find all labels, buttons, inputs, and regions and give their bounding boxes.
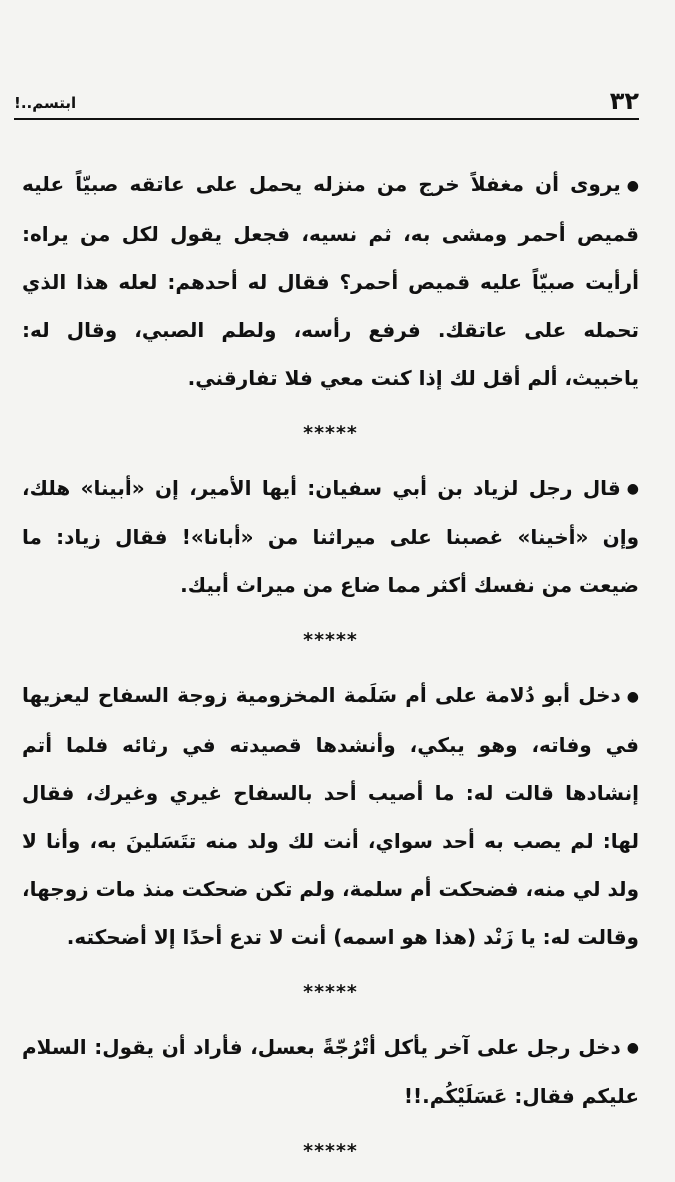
section-separator: ***** bbox=[303, 1140, 358, 1162]
anecdote-paragraph-2 bbox=[22, 464, 639, 610]
section-separator: ***** bbox=[303, 629, 358, 651]
bullet-icon: ● bbox=[626, 688, 639, 705]
running-title: ابتسم..! bbox=[14, 94, 77, 112]
page-header bbox=[14, 82, 639, 120]
bullet-icon: ● bbox=[626, 481, 639, 497]
page-number: ٣٢ bbox=[609, 87, 639, 115]
anecdote-text: دخل أبو دُلامة على أم سَلَمة المخزومية زوجة السفاح ليعزيها في وفاته، وهو يبكي، وأنشدها قصيدته في رثائه فلما أتم إنشادها قالت له: ما أصيب أحد بالسفاح غيري وغيرك، فقال لها: لم يصب به أحد سواي، أنت لك ولد منه تتَسَلينَ به، وأنا لا ولد لي منه، فضحكت أم سلمة، ولم تكن ضحكت منذ مات زوجها، وقالت له: يا زَنْد (هذا هو اسمه) أنت لا تدع أحدًا إلا أضحكته. bbox=[22, 683, 639, 949]
bullet-icon: ● bbox=[626, 177, 639, 194]
page-body bbox=[22, 160, 639, 1182]
anecdote-paragraph-1 bbox=[22, 160, 639, 402]
anecdote-text: قال رجل لزياد بن أبي سفيان: أيها الأمير، إن «أبينا» هلك، وإن «أخينا» غصبنا على ميراثنا من «أبانا»! فقال زياد: ما ضيعت من نفسك أكثر مما ضاع من ميراث أبيك. bbox=[22, 475, 639, 597]
anecdote-paragraph-4 bbox=[22, 1023, 639, 1121]
anecdote-text: يروى أن مغفلاً خرج من منزله يحمل على عاتقه صبيّاً عليه قميص أحمر ومشى به، ثم نسيه، فجعل يقول لكل من يراه: أرأيت صبيّاً عليه قميص أحمر؟ فقال له أحدهم: لعله هذا الذي تحمله على عاتقك. فرفع رأسه، ولطم الصبي، وقال له: ياخبيث، ألم أقل لك إذا كنت معي فلا تفارقني. bbox=[22, 172, 639, 390]
section-separator: ***** bbox=[303, 980, 358, 1003]
anecdote-text: دخل رجل على آخر يأكل أتْرُجّةً بعسل، فأراد أن يقول: السلام عليكم فقال: عَسَلَيْكُم.!! bbox=[22, 1034, 639, 1108]
section-separator: ***** bbox=[303, 421, 358, 444]
anecdote-paragraph-3 bbox=[22, 671, 639, 961]
bullet-icon: ● bbox=[626, 1040, 639, 1056]
